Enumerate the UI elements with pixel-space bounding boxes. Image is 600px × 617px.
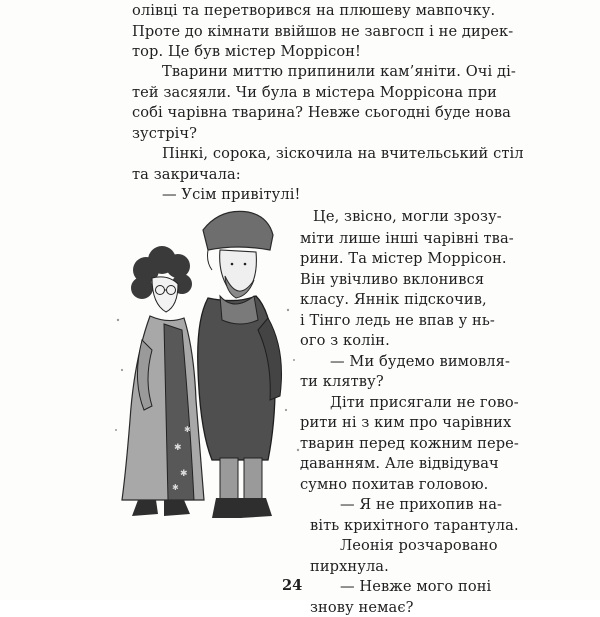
- text-line: міти лише інші чарівні тва-: [300, 230, 514, 247]
- text-line: класу. Яннік підскочив,: [300, 291, 487, 308]
- svg-text:✱: ✱: [180, 469, 188, 479]
- text-line: ого з колін.: [300, 332, 390, 349]
- woman-figure: [122, 246, 204, 516]
- text-line: пирхнула.: [310, 558, 389, 575]
- text-line: тор. Це був містер Моррісон!: [132, 43, 362, 60]
- text-line: олівці та перетворився на плюшеву мавпочку.: [132, 2, 496, 19]
- text-line: знову немає?: [310, 599, 414, 616]
- svg-text:✱: ✱: [174, 443, 182, 453]
- text-line: Тварини миттю припинили кам’яніти. Очі ді-: [162, 63, 516, 80]
- man-figure: [198, 211, 282, 518]
- text-line: — Ми будемо вимовля-: [330, 353, 511, 370]
- text-line: Пінкі, сорока, зіскочила на вчительський стіл: [162, 145, 524, 162]
- text-line: рини. Та містер Моррісон.: [300, 250, 507, 267]
- text-line: сумно похитав головою.: [300, 476, 489, 493]
- text-line: і Тінго ледь не впав у нь-: [300, 312, 495, 329]
- text-line: рити ні з ким про чарівних: [300, 414, 512, 431]
- text-line: тей засяяли. Чи була в містера Моррісона при: [132, 84, 497, 101]
- svg-text:✱: ✱: [184, 425, 191, 434]
- text-line: Діти присягали не гово-: [330, 394, 519, 411]
- text-line: ти клятву?: [300, 373, 384, 390]
- text-line: Він увічливо вклонився: [300, 271, 485, 288]
- text-line: Це, звісно, могли зрозу-: [313, 208, 502, 225]
- text-line: Проте до кімнати ввійшов не завгосп і не дирек-: [132, 23, 514, 40]
- page-number: 24: [282, 577, 303, 594]
- text-line: віть крихітного тарантула.: [310, 517, 519, 534]
- text-line: зустріч?: [132, 125, 198, 142]
- text-line: собі чарівна тварина? Невже сьогодні буде нова: [132, 104, 511, 121]
- text-line: — Усім привітулі!: [162, 186, 301, 203]
- text-line: Леонія розчаровано: [340, 537, 498, 554]
- illustration-couple: [108, 200, 308, 535]
- text-line: — Невже мого поні: [340, 578, 492, 595]
- text-line: даванням. Але відвідувач: [300, 455, 499, 472]
- text-line: тварин перед кожним пере-: [300, 435, 519, 452]
- text-line: та закричала:: [132, 166, 241, 183]
- svg-text:✱: ✱: [172, 483, 179, 492]
- text-line: — Я не прихопив на-: [340, 496, 503, 513]
